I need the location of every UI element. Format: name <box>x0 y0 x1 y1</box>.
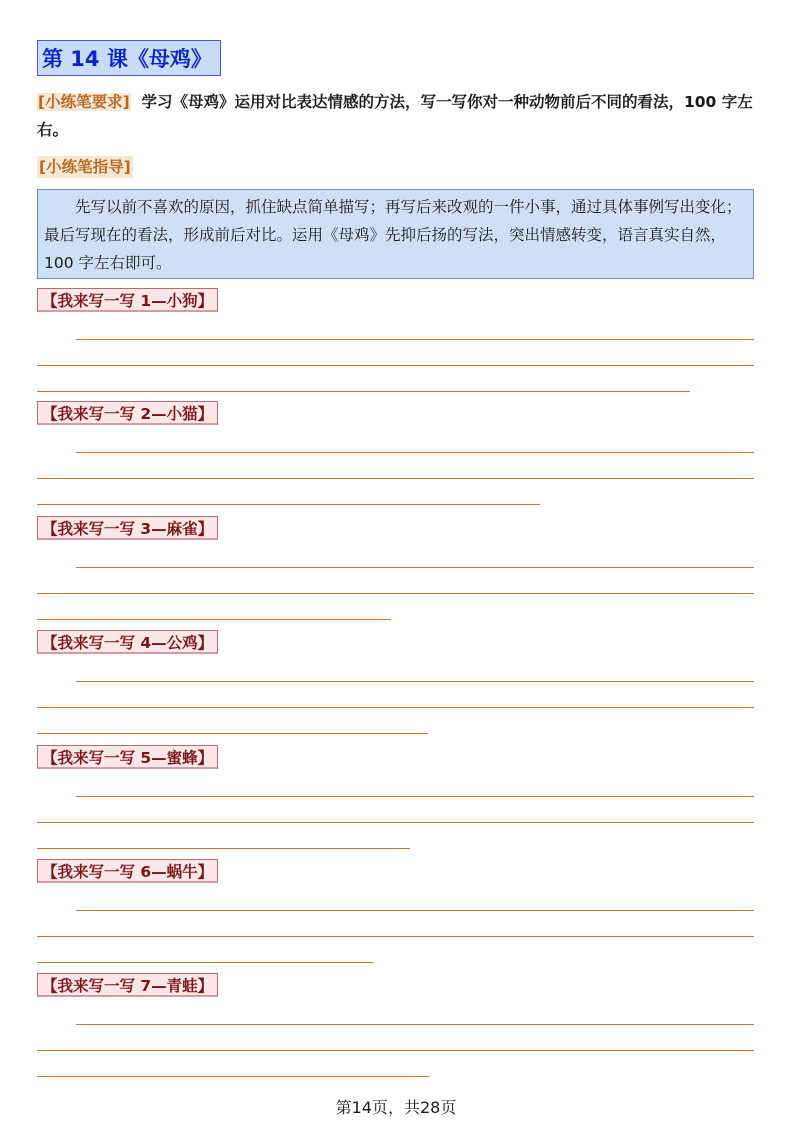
writing-line[interactable] <box>76 681 754 682</box>
section-tag-1: 【我来写一写 1—小狗】 <box>37 288 218 312</box>
page-footer: 第14页，共28页 <box>335 1098 457 1117</box>
guide-tag: [小练笔指导] <box>39 158 131 176</box>
guide-box <box>37 189 754 279</box>
section-tag-3: 【我来写一写 3—麻雀】 <box>37 516 218 540</box>
writing-line[interactable] <box>76 339 754 340</box>
writing-line[interactable] <box>37 504 540 505</box>
writing-line[interactable] <box>37 848 410 849</box>
section-tag-4: 【我来写一写 4—公鸡】 <box>37 630 218 654</box>
guide-text: 先写以前不喜欢的原因，抓住缺点简单描写；再写后来改观的一件小事，通过具体事例写出变化；最后写现在的看法，形成前后对比。运用《母鸡》先抑后扬的写法，突出情感转变，语言真实自然，100 字左右即可。 <box>44 198 742 272</box>
writing-line[interactable] <box>37 962 373 963</box>
writing-line[interactable] <box>76 796 754 797</box>
writing-line[interactable] <box>37 822 754 823</box>
writing-line[interactable] <box>37 1050 754 1051</box>
section-tag-7: 【我来写一写 7—青蛙】 <box>37 973 218 997</box>
section-tag-5: 【我来写一写 5—蜜蜂】 <box>37 745 218 769</box>
writing-line[interactable] <box>37 733 428 734</box>
writing-line[interactable] <box>37 391 690 392</box>
writing-line[interactable] <box>76 567 754 568</box>
writing-line[interactable] <box>76 452 754 453</box>
writing-line[interactable] <box>37 707 754 708</box>
requirement-text: 学习《母鸡》运用对比表达情感的方法，写一写你对一种动物前后不同的看法，100 字左右。 <box>37 93 753 139</box>
requirement-tag: [小练笔要求] <box>38 93 130 111</box>
section-tag-2: 【我来写一写 2—小猫】 <box>37 401 218 425</box>
writing-line[interactable] <box>37 936 754 937</box>
writing-line[interactable] <box>37 619 391 620</box>
writing-line[interactable] <box>37 593 754 594</box>
writing-line[interactable] <box>37 365 754 366</box>
writing-line[interactable] <box>37 478 754 479</box>
section-tag-6: 【我来写一写 6—蜗牛】 <box>37 859 218 883</box>
writing-line[interactable] <box>76 910 754 911</box>
lesson-title: 第 14 课《母鸡》 <box>37 40 221 76</box>
writing-line[interactable] <box>37 1076 429 1077</box>
requirement-paragraph <box>37 88 759 144</box>
writing-line[interactable] <box>76 1024 754 1025</box>
